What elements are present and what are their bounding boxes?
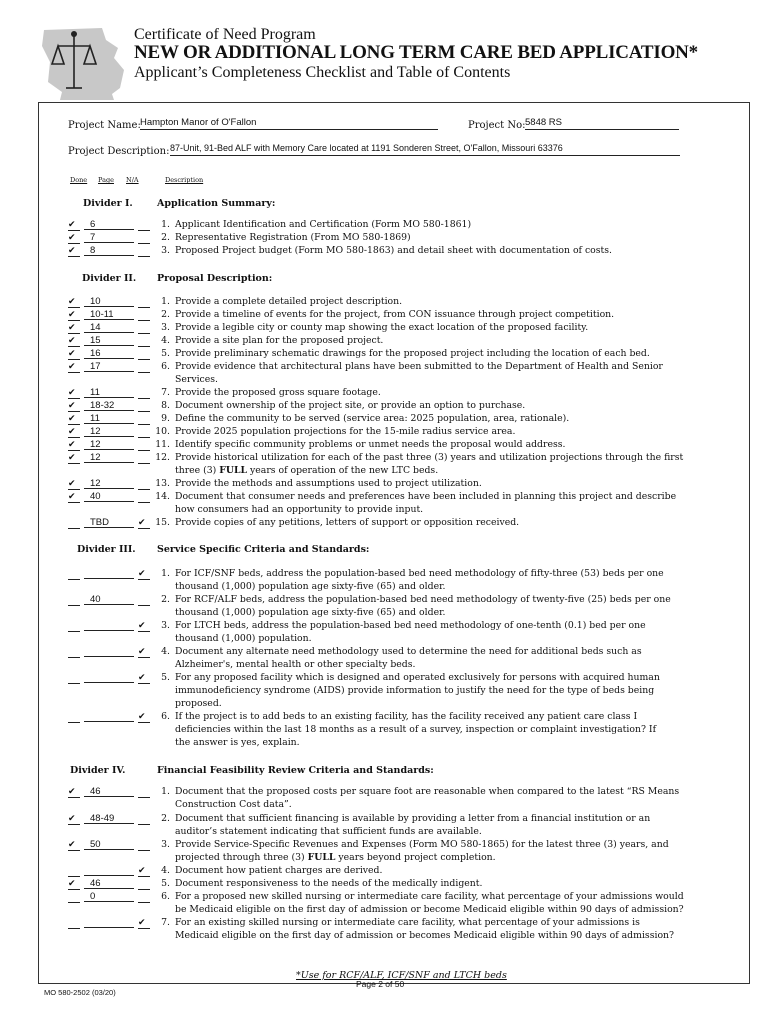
item-number: 3. bbox=[161, 839, 170, 850]
page-field[interactable]: 12 bbox=[84, 452, 134, 463]
divider-2-heading: Proposal Description: bbox=[157, 273, 273, 284]
item-text: For RCF/ALF beds, address the population-based bed need methodology of twenty-five (25) beds per one bbox=[175, 594, 671, 605]
checkmark-icon: ✔ bbox=[68, 878, 76, 888]
done-checkbox[interactable] bbox=[68, 620, 80, 632]
na-checkbox[interactable] bbox=[138, 400, 150, 412]
item-text: Document how patient charges are derived. bbox=[175, 865, 383, 876]
item-text: Document responsiveness to the needs of the medically indigent. bbox=[175, 878, 483, 889]
page-field[interactable] bbox=[84, 917, 134, 928]
na-checkbox[interactable] bbox=[138, 711, 150, 723]
checkmark-icon: ✔ bbox=[68, 296, 76, 306]
item-number: 1. bbox=[161, 568, 170, 579]
na-checkbox[interactable] bbox=[138, 786, 150, 798]
checklist-item bbox=[150, 232, 740, 245]
checkmark-icon: ✔ bbox=[68, 348, 76, 358]
checklist-item bbox=[150, 452, 740, 478]
na-checkbox[interactable] bbox=[138, 439, 150, 451]
item-text: Document that the proposed costs per square foot are reasonable when compared to the latest “RS Means bbox=[175, 786, 680, 797]
done-checkbox[interactable] bbox=[68, 452, 80, 464]
col-na-header: N/A bbox=[126, 176, 139, 184]
missouri-seal-logo bbox=[40, 22, 130, 104]
done-checkbox[interactable] bbox=[68, 245, 80, 257]
checkmark-icon: ✔ bbox=[68, 452, 76, 462]
project-name-field[interactable]: Hampton Manor of O'Fallon bbox=[140, 117, 438, 130]
na-checkbox[interactable] bbox=[138, 813, 150, 825]
page-field[interactable]: TBD bbox=[84, 517, 134, 528]
na-checkbox[interactable] bbox=[138, 517, 150, 529]
done-checkbox[interactable] bbox=[68, 865, 80, 877]
na-checkbox[interactable] bbox=[138, 245, 150, 257]
checkmark-icon: ✔ bbox=[68, 387, 76, 397]
item-text: Provide historical utilization for each of the past three (3) years and utilization projections through the first bbox=[175, 452, 684, 463]
done-checkbox[interactable] bbox=[68, 348, 80, 360]
page-field[interactable]: 10-11 bbox=[84, 309, 134, 320]
item-text: Provide a timeline of events for the project, from CON issuance through project competition. bbox=[175, 309, 615, 320]
na-checkbox[interactable] bbox=[138, 620, 150, 632]
project-description-label: Project Description: bbox=[68, 146, 170, 157]
done-checkbox[interactable] bbox=[68, 361, 80, 373]
done-checkbox[interactable] bbox=[68, 219, 80, 231]
checkmark-icon: ✔ bbox=[68, 478, 76, 488]
checkmark-icon: ✔ bbox=[138, 917, 146, 927]
checklist-item bbox=[150, 568, 740, 594]
done-checkbox[interactable] bbox=[68, 309, 80, 321]
done-checkbox[interactable] bbox=[68, 491, 80, 503]
checkmark-icon: ✔ bbox=[68, 335, 76, 345]
page-field[interactable]: 15 bbox=[84, 335, 134, 346]
done-checkbox[interactable] bbox=[68, 517, 80, 529]
done-checkbox[interactable] bbox=[68, 813, 80, 825]
done-checkbox[interactable] bbox=[68, 891, 80, 903]
divider-4-label: Divider IV. bbox=[70, 765, 126, 776]
item-number: 7. bbox=[161, 387, 170, 398]
page-field[interactable]: 16 bbox=[84, 348, 134, 359]
item-text: For any proposed facility which is designed and operated exclusively for persons with acquired human bbox=[175, 672, 660, 683]
checkmark-icon: ✔ bbox=[138, 620, 146, 630]
checklist-item bbox=[150, 786, 740, 812]
checklist-item bbox=[150, 335, 740, 348]
done-checkbox[interactable] bbox=[68, 387, 80, 399]
na-checkbox[interactable] bbox=[138, 478, 150, 490]
checkmark-icon: ✔ bbox=[68, 439, 76, 449]
checklist-item bbox=[150, 672, 740, 710]
item-text: Provide the proposed gross square footage. bbox=[175, 387, 381, 398]
page-number: Page 2 of 50 bbox=[356, 979, 405, 989]
na-checkbox[interactable] bbox=[138, 309, 150, 321]
item-text: the answer is yes, explain. bbox=[175, 736, 300, 748]
item-text: Provide a legible city or county map showing the exact location of the proposed facility. bbox=[175, 322, 589, 333]
checklist-item bbox=[150, 620, 740, 646]
divider-3-label: Divider III. bbox=[77, 544, 136, 555]
item-text: Alzheimer's, mental health or other specialty beds. bbox=[175, 658, 416, 670]
page-field[interactable]: 11 bbox=[84, 387, 134, 398]
na-checkbox[interactable] bbox=[138, 219, 150, 231]
item-number: 13. bbox=[155, 478, 170, 489]
page-field[interactable]: 46 bbox=[84, 786, 134, 797]
page-field[interactable]: 40 bbox=[84, 594, 134, 605]
item-number: 10. bbox=[155, 426, 170, 437]
item-number: 11. bbox=[155, 439, 170, 450]
checklist-item bbox=[150, 348, 740, 361]
page-field[interactable]: 12 bbox=[84, 439, 134, 450]
item-number: 12. bbox=[155, 452, 170, 463]
checkmark-icon: ✔ bbox=[68, 400, 76, 410]
na-checkbox[interactable] bbox=[138, 426, 150, 438]
checkmark-icon: ✔ bbox=[68, 322, 76, 332]
page-field[interactable]: 10 bbox=[84, 296, 134, 307]
na-checkbox[interactable] bbox=[138, 361, 150, 373]
done-checkbox[interactable] bbox=[68, 439, 80, 451]
checklist-item bbox=[150, 413, 740, 426]
project-description-field[interactable]: 87-Unit, 91-Bed ALF with Memory Care located at 1191 Sonderen Street, O'Fallon, Missouri 63376 bbox=[170, 143, 680, 156]
item-text: Proposed Project budget (Form MO 580-1863) and detail sheet with documentation of costs. bbox=[175, 245, 612, 256]
checkmark-icon: ✔ bbox=[68, 413, 76, 423]
item-text: Document that sufficient financing is available by providing a letter from a financial institution or an bbox=[175, 813, 651, 824]
divider-4-heading: Financial Feasibility Review Criteria and Standards: bbox=[157, 765, 434, 776]
page-field[interactable] bbox=[84, 646, 134, 657]
page-field[interactable]: 6 bbox=[84, 219, 134, 230]
checklist-item bbox=[150, 426, 740, 439]
item-number: 3. bbox=[161, 620, 170, 631]
na-checkbox[interactable] bbox=[138, 452, 150, 464]
item-text: how consumers had an opportunity to provide input. bbox=[175, 503, 424, 515]
checkmark-icon: ✔ bbox=[68, 361, 76, 371]
project-name-label: Project Name: bbox=[68, 120, 141, 131]
checklist-item bbox=[150, 309, 740, 322]
project-no-label: Project No: bbox=[468, 120, 526, 131]
page-field[interactable]: 7 bbox=[84, 232, 134, 243]
page-field[interactable]: 14 bbox=[84, 322, 134, 333]
page-field[interactable]: 46 bbox=[84, 878, 134, 889]
na-checkbox[interactable] bbox=[138, 839, 150, 851]
col-done-header: Done bbox=[70, 176, 88, 184]
checkmark-icon: ✔ bbox=[68, 491, 76, 501]
item-text: Provide evidence that architectural plans have been submitted to the Department of Health and Senior bbox=[175, 361, 663, 372]
checklist-item bbox=[150, 478, 740, 491]
item-text: For an existing skilled nursing or intermediate care facility, what percentage of your admissions is bbox=[175, 917, 640, 928]
done-checkbox[interactable] bbox=[68, 878, 80, 890]
checklist-item bbox=[150, 891, 740, 917]
program-name: Certificate of Need Program bbox=[134, 26, 316, 43]
col-page-header: Page bbox=[98, 176, 114, 184]
divider-2-label: Divider II. bbox=[82, 273, 137, 284]
item-text: deficiencies within the last 18 months as a result of a survey, inspection or complaint investigation? If bbox=[175, 723, 657, 735]
done-checkbox[interactable] bbox=[68, 839, 80, 851]
checkmark-icon: ✔ bbox=[138, 646, 146, 656]
checkmark-icon: ✔ bbox=[138, 865, 146, 875]
page-field[interactable]: 48-49 bbox=[84, 813, 134, 824]
divider-1-label: Divider I. bbox=[83, 198, 133, 209]
page-field[interactable]: 8 bbox=[84, 245, 134, 256]
checklist-item bbox=[150, 219, 740, 232]
done-checkbox[interactable] bbox=[68, 568, 80, 580]
checkmark-icon: ✔ bbox=[68, 813, 76, 823]
item-number: 3. bbox=[161, 245, 170, 256]
item-number: 14. bbox=[155, 491, 170, 502]
checkmark-icon: ✔ bbox=[138, 672, 146, 682]
item-number: 3. bbox=[161, 322, 170, 333]
item-text: Document ownership of the project site, or provide an option to purchase. bbox=[175, 400, 526, 411]
item-text: Provide preliminary schematic drawings for the proposed project including the location of each bed. bbox=[175, 348, 650, 359]
checklist-item bbox=[150, 387, 740, 400]
item-text: Services. bbox=[175, 373, 218, 385]
checklist-item bbox=[150, 296, 740, 309]
checkmark-icon: ✔ bbox=[68, 786, 76, 796]
checklist-item bbox=[150, 491, 740, 517]
na-checkbox[interactable] bbox=[138, 891, 150, 903]
checklist-item bbox=[150, 839, 740, 865]
page-field[interactable]: 12 bbox=[84, 426, 134, 437]
item-text: Define the community to be served (service area: 2025 population, area, rationale). bbox=[175, 413, 570, 424]
item-text: For LTCH beds, address the population-based bed need methodology of one-tenth (0.1) bed per one bbox=[175, 620, 646, 631]
na-checkbox[interactable] bbox=[138, 878, 150, 890]
checklist-item bbox=[150, 917, 740, 943]
item-number: 1. bbox=[161, 786, 170, 797]
form-title: NEW OR ADDITIONAL LONG TERM CARE BED APPLICATION* bbox=[134, 42, 698, 63]
page-field[interactable]: 12 bbox=[84, 478, 134, 489]
item-number: 6. bbox=[161, 891, 170, 902]
na-checkbox[interactable] bbox=[138, 232, 150, 244]
page-field[interactable] bbox=[84, 672, 134, 683]
page-field[interactable]: 50 bbox=[84, 839, 134, 850]
item-number: 5. bbox=[161, 878, 170, 889]
page-field[interactable]: 17 bbox=[84, 361, 134, 372]
item-text: Provide 2025 population projections for the 15-mile radius service area. bbox=[175, 426, 516, 437]
na-checkbox[interactable] bbox=[138, 491, 150, 503]
item-text: Representative Registration (From MO 580-1869) bbox=[175, 232, 411, 243]
item-number: 1. bbox=[161, 219, 170, 230]
done-checkbox[interactable] bbox=[68, 594, 80, 606]
checklist-item bbox=[150, 878, 740, 891]
item-number: 5. bbox=[161, 672, 170, 683]
item-text: For ICF/SNF beds, address the population-based bed need methodology of fifty-three (53) beds per one bbox=[175, 568, 664, 579]
item-text: Provide copies of any petitions, letters of support or opposition received. bbox=[175, 517, 520, 528]
done-checkbox[interactable] bbox=[68, 672, 80, 684]
item-text: thousand (1,000) population age sixty-five (65) and older. bbox=[175, 606, 446, 618]
done-checkbox[interactable] bbox=[68, 426, 80, 438]
checklist-item bbox=[150, 322, 740, 335]
item-text: Document any alternate need methodology used to determine the need for additional beds such as bbox=[175, 646, 642, 657]
item-number: 8. bbox=[161, 400, 170, 411]
done-checkbox[interactable] bbox=[68, 322, 80, 334]
item-number: 4. bbox=[161, 865, 170, 876]
na-checkbox[interactable] bbox=[138, 646, 150, 658]
item-text: Provide the methods and assumptions used to project utilization. bbox=[175, 478, 482, 489]
done-checkbox[interactable] bbox=[68, 296, 80, 308]
checkmark-icon: ✔ bbox=[138, 711, 146, 721]
na-checkbox[interactable] bbox=[138, 865, 150, 877]
item-number: 6. bbox=[161, 711, 170, 722]
checkmark-icon: ✔ bbox=[68, 245, 76, 255]
form-number: MO 580-2502 (03/20) bbox=[44, 988, 116, 997]
item-number: 1. bbox=[161, 296, 170, 307]
na-checkbox[interactable] bbox=[138, 672, 150, 684]
footnote: *Use for RCF/ALF, ICF/SNF and LTCH beds bbox=[296, 970, 507, 981]
checklist-item bbox=[150, 711, 740, 749]
page-field[interactable] bbox=[84, 620, 134, 631]
checkmark-icon: ✔ bbox=[68, 309, 76, 319]
item-text: Identify specific community problems or unmet needs the proposal would address. bbox=[175, 439, 566, 450]
item-number: 2. bbox=[161, 813, 170, 824]
divider-3-heading: Service Specific Criteria and Standards: bbox=[157, 544, 370, 555]
item-text: be Medicaid eligible on the first day of admission or become Medicaid eligible within 90 days of admission? bbox=[175, 903, 684, 915]
item-text: Document that consumer needs and preferences have been included in planning this project and describe bbox=[175, 491, 677, 502]
done-checkbox[interactable] bbox=[68, 232, 80, 244]
item-text: auditor’s statement indicating that sufficient funds are available. bbox=[175, 825, 482, 837]
item-number: 4. bbox=[161, 335, 170, 346]
na-checkbox[interactable] bbox=[138, 917, 150, 929]
item-text: immunodeficiency syndrome (AIDS) provide information to justify the need for the type of beds being bbox=[175, 684, 655, 696]
page-field[interactable]: 0 bbox=[84, 891, 134, 902]
na-checkbox[interactable] bbox=[138, 296, 150, 308]
checkmark-icon: ✔ bbox=[68, 232, 76, 242]
checkmark-icon: ✔ bbox=[138, 568, 146, 578]
project-no-field[interactable]: 5848 RS bbox=[525, 117, 679, 130]
checklist-item bbox=[150, 361, 740, 387]
item-text: thousand (1,000) population. bbox=[175, 632, 312, 644]
item-number: 4. bbox=[161, 646, 170, 657]
checklist-item bbox=[150, 813, 740, 839]
checklist-item bbox=[150, 439, 740, 452]
col-description-header: Description bbox=[165, 176, 204, 184]
done-checkbox[interactable] bbox=[68, 400, 80, 412]
na-checkbox[interactable] bbox=[138, 568, 150, 580]
item-text: three (3) FULL years of operation of the new LTC beds. bbox=[175, 464, 439, 476]
item-text: Medicaid eligible on the first day of admission or becomes Medicaid eligible within 90 days of admission? bbox=[175, 929, 675, 941]
item-number: 6. bbox=[161, 361, 170, 372]
item-number: 7. bbox=[161, 917, 170, 928]
item-number: 2. bbox=[161, 232, 170, 243]
item-number: 15. bbox=[155, 517, 170, 528]
done-checkbox[interactable] bbox=[68, 413, 80, 425]
done-checkbox[interactable] bbox=[68, 786, 80, 798]
checklist-item bbox=[150, 646, 740, 672]
page-field[interactable] bbox=[84, 865, 134, 876]
item-number: 9. bbox=[161, 413, 170, 424]
item-text: For a proposed new skilled nursing or intermediate care facility, what percentage of your admissions would bbox=[175, 891, 684, 902]
checkmark-icon: ✔ bbox=[138, 517, 146, 527]
item-number: 2. bbox=[161, 594, 170, 605]
checklist-item bbox=[150, 594, 740, 620]
done-checkbox[interactable] bbox=[68, 711, 80, 723]
item-text: If the project is to add beds to an existing facility, has the facility received any patient care class I bbox=[175, 711, 638, 722]
checklist-item bbox=[150, 400, 740, 413]
na-checkbox[interactable] bbox=[138, 322, 150, 334]
na-checkbox[interactable] bbox=[138, 387, 150, 399]
item-text: proposed. bbox=[175, 697, 222, 709]
item-text: projected through three (3) FULL years beyond project completion. bbox=[175, 851, 496, 863]
checklist-item bbox=[150, 245, 740, 258]
item-text: Applicant Identification and Certification (Form MO 580-1861) bbox=[175, 219, 472, 230]
done-checkbox[interactable] bbox=[68, 917, 80, 929]
page-field[interactable]: 11 bbox=[84, 413, 134, 424]
done-checkbox[interactable] bbox=[68, 478, 80, 490]
done-checkbox[interactable] bbox=[68, 646, 80, 658]
checklist-item bbox=[150, 865, 740, 878]
done-checkbox[interactable] bbox=[68, 335, 80, 347]
page-field[interactable] bbox=[84, 568, 134, 579]
checkmark-icon: ✔ bbox=[68, 426, 76, 436]
item-text: thousand (1,000) population age sixty-five (65) and older. bbox=[175, 580, 446, 592]
checkmark-icon: ✔ bbox=[68, 219, 76, 229]
na-checkbox[interactable] bbox=[138, 413, 150, 425]
page-field[interactable] bbox=[84, 711, 134, 722]
checkmark-icon: ✔ bbox=[68, 839, 76, 849]
na-checkbox[interactable] bbox=[138, 335, 150, 347]
item-text: Provide a site plan for the proposed project. bbox=[175, 335, 384, 346]
na-checkbox[interactable] bbox=[138, 348, 150, 360]
checklist-item bbox=[150, 517, 740, 530]
item-text: Construction Cost data”. bbox=[175, 798, 292, 810]
item-text: Provide Service-Specific Revenues and Expenses (Form MO 580-1865) for the latest three (3) years, and bbox=[175, 839, 669, 850]
divider-1-heading: Application Summary: bbox=[157, 198, 276, 209]
na-checkbox[interactable] bbox=[138, 594, 150, 606]
item-text: Provide a complete detailed project description. bbox=[175, 296, 403, 307]
item-number: 2. bbox=[161, 309, 170, 320]
form-subtitle: Applicant’s Completeness Checklist and Table of Contents bbox=[134, 64, 511, 81]
page-field[interactable]: 40 bbox=[84, 491, 134, 502]
page-field[interactable]: 18-32 bbox=[84, 400, 134, 411]
item-number: 5. bbox=[161, 348, 170, 359]
